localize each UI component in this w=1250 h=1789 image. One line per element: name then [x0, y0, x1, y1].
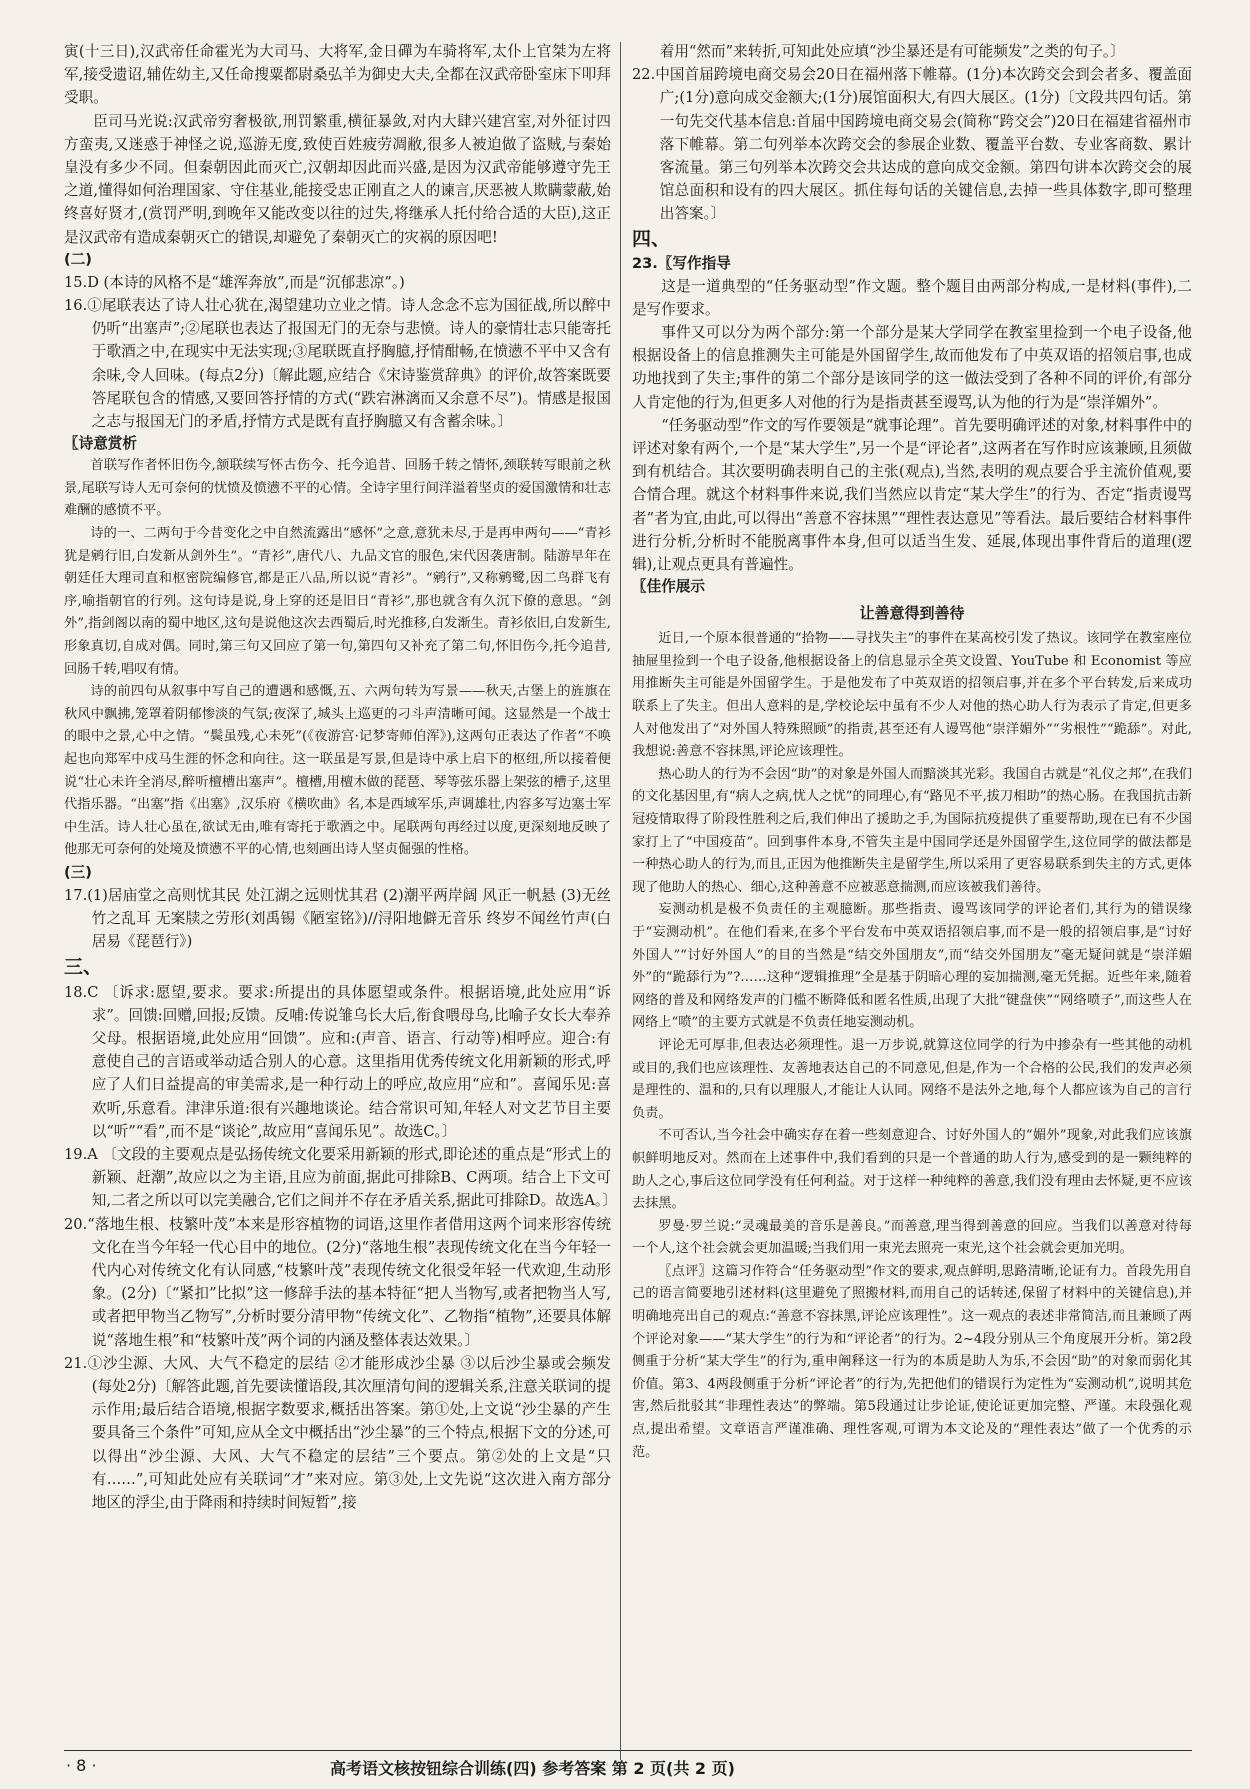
- essay-paragraph-3: 妄测动机是极不负责任的主观臆断。那些指责、谩骂该同学的评论者们,其行为的错误缘于“妄测动机”。在他们看来,在多个平台发布中英双语招领启事,而不是一般的招领启事,是“讨好外国人”“讨好外国人”的目的当然是“结交外国朋友”,而“结交外国朋友”毫无疑问就是“崇洋媚外”的“跪舔行为”?……这种“逻辑推理”全是基于阴暗心理的妄加揣测,毫无凭据。近些年来,随着网络的普及和网络发声的门槛不断降低和匿名性质,出现了大批“键盘侠”“网络喷子”,而这些人在网络上“喷”的主要方式就是不负责任地妄测动机。: [632, 902, 1192, 1031]
- answer-16: 16.①尾联表达了诗人壮心犹在,渴望建功立业之情。诗人念念不忘为国征战,所以醉中仍听“出塞声”;②尾联也表达了报国无门的无奈与悲愤。诗人的豪情壮志只能寄托于歌酒之中,在现实中无法实现;③尾联既直抒胸臆,抒情酣畅,在愤懑不平中又含有余味,令人回味。(每点2分)〔解此题,应结合《宋诗鉴赏辞典》的评价,故答案既要答尾联包含的情感,又要回答抒情的方式(“跌宕淋漓而又余意不尽”)。情感是报国之志与报国无门的矛盾,抒情方式是既有直抒胸臆又有含蓄余味。〕: [64, 297, 611, 431]
- right-column: [632, 40, 1192, 1464]
- left-column: [64, 40, 617, 1514]
- section-heading-3: (三): [64, 863, 92, 881]
- essay-paragraph-2: 热心助人的行为不会因“助”的对象是外国人而黯淡其光彩。我国自古就是“礼仪之邦”,在我们的文化基因里,有“病人之病,忧人之忧”的同理心,有“路见不平,拔刀相助”的热心肠。在我国抗击新冠疫情取得了阶段性胜利之后,我们伸出了援助之手,为国际抗疫提供了重要帮助,现在已有不少国家打上了“中国疫苗”。回到事件本身,不管失主是中国同学还是外国留学生,这位同学的做法都是一种热心助人的行为,而且,正因为他推断失主是留学生,所以采用了更容易联系到失主的方式,更体现了他助人的热心、细心,这种善意不应被恶意揣测,而应该被我们善待。: [632, 766, 1192, 895]
- translation-paragraph-1: 寅(十三日),汉武帝任命霍光为大司马、大将军,金日磾为车骑将军,太仆上官桀为左将军,接受遗诏,辅佐幼主,又任命搜粟都尉桑弘羊为御史大夫,全都在汉武帝卧室床下叩拜受职。: [64, 43, 611, 107]
- answer-22: 22.中国首届跨境电商交易会20日在福州落下帷幕。(1分)本次跨交会到会者多、覆盖面广;(1分)意向成交金额大;(1分)展馆面积大,有四大展区。(1分)〔文段共四句话。第一句先交代基本信息:首届中国跨境电商交易会(简称“跨交会”)20日在福建省福州市落下帷幕。第二句列举本次跨交会的参展企业数、覆盖平台数、专业客商数、累计客流量。第三句列举本次跨交会共达成的意向成交金额。第四句讲本次跨交会的展馆总面积和设有的四大展区。抓住每句话的关键信息,去掉一些具体数字,即可整理出答案。〕: [632, 66, 1192, 223]
- part-three-heading: 三、: [64, 955, 103, 978]
- essay-paragraph-5: 不可否认,当今社会中确实存在着一些刻意迎合、讨好外国人的“媚外”现象,对此我们应该旗帜鲜明地反对。然而在上述事件中,我们看到的只是一个普通的助人行为,感受到的是一颗纯粹的助人之心,事后这位同学没有任何利益。对于这样一种纯粹的善意,我们没有理由去怀疑,更不应该去抹黑。: [632, 1128, 1192, 1212]
- essay-paragraph-4: 评论无可厚非,但表达必须理性。退一万步说,就算这位同学的行为中掺杂有一些其他的动机或目的,我们也应该理性、友善地表达自己的不同意见,但是,作为一个合格的公民,我们的发声必须是理性的、温和的,只有以理服人,才能让人认同。网络不是法外之地,每个人都应该为自己的言行负责。: [632, 1037, 1192, 1121]
- poem-appreciation-tag: 〖诗意赏析: [64, 435, 137, 453]
- answer-19: 19.A 〔文段的主要观点是弘扬传统文化要采用新颖的形式,即论述的重点是“形式上的新颖、赶潮”,故应以之为主语,且应为前面,据此可排除B、C两项。结合上下文可知,二者之所以可以完美融合,它们之间并不存在矛盾关系,据此可排除D。故选A。〕: [64, 1145, 617, 1210]
- section-heading-2: (二): [64, 250, 92, 268]
- writing-guide-paragraph-1: 这是一道典型的“任务驱动型”作文题。整个题目由两部分构成,一是材料(事件),二是写作要求。: [632, 277, 1192, 318]
- answer-17: 17.(1)居庙堂之高则忧其民 处江湖之远则忧其君 (2)潮平两岸阔 风正一帆悬 (3)无丝竹之乱耳 无案牍之劳形(刘禹锡《陋室铭》)//浔阳地僻无音乐 终岁不闻丝竹声(白居易《琵琶行》): [64, 886, 611, 951]
- essay-comment: 〖点评〗这篇习作符合“任务驱动型”作文的要求,观点鲜明,思路清晰,论证有力。首段先用自己的语言简要地引述材料(这里避免了照搬材料,而用自己的话转述,保留了材料中的关键信息),并明确地亮出自己的观点:“善意不容抹黑,评论应该理性”。这一观点的表述非常简洁,而且兼顾了两个评论对象——“某大学生”的行为和“评论者”的行为。2~4段分别从三个角度展开分析。第2段侧重于分析“某大学生”的行为,重申阐释这一行为的本质是助人为乐,不会因“助”的对象而弱化其价值。第3、4两段侧重于分析“评论者”的行为,先把他们的错误行为定性为“妄测动机”,说明其危害,然后批驳其“非理性表达”的弊端。第5段通过让步论证,使论证更加完整、严谨。末段强化观点,提出希望。文章语言严谨准确、理性客观,可谓为本文论及的“理性表达”做了一个优秀的示范。: [632, 1263, 1192, 1460]
- part-four-heading: 四、: [632, 227, 671, 250]
- column-divider: [620, 42, 621, 1760]
- essay-paragraph-1: 近日,一个原本很普通的“拾物——寻找失主”的事件在某高校引发了热议。该同学在教室座位抽屉里捡到一个电子设备,他根据设备上的信息显示全英文设置、YouTube 和 Economist 等应用推断失主可能是外国留学生。于是他发布了中英双语的招领启事,并在多个平台转发,后来成功联系上了失主。但出人意料的是,学校论坛中虽有不少人对他的热心助人行为表示了肯定,但更多人对他发出了“对外国人特殊照顾”的指责,甚至还有人谩骂他“崇洋媚外”“劣根性”“跪舔”。对此,我想说:善意不容抹黑,评论应该理性。: [632, 631, 1192, 760]
- writing-guide-paragraph-2: 事件又可以分为两个部分:第一个部分是某大学同学在教室里捡到一个电子设备,他根据设备上的信息推测失主可能是外国留学生,故而他发布了中英双语的招领启事,也成功地找到了失主;事件的第二个部分是该同学的这一做法受到了各种不同的评价,有部分人肯定他的行为,但更多人对他的行为是指责甚至谩骂,认为他的行为是“崇洋媚外”。: [632, 324, 1192, 411]
- footer-title: 高考语文核按钮综合训练(四) 参考答案 第 2 页(共 2 页): [330, 1759, 735, 1778]
- appreciation-paragraph-3: 诗的前四句从叙事中写自己的遭遇和感慨,五、六两句转为写景——秋天,古堡上的旌旗在秋风中飘拂,笼罩着阴郁惨淡的气氛;夜深了,城头上巡更的刁斗声清晰可闻。这显然是一个战士的眼中之景,心中之情。“鬓虽残,心未死”(《夜游宫·记梦寄师伯浑》),这两句正表达了作者“不唤起也向郑军中戍马生涯的怀念和向往。这一联虽是写景,但是诗中承上启下的枢纽,所以接着便说“壮心未许全消尽,醉听檀槽出塞声”。檀槽,用檀木做的琵琶、琴等弦乐器上架弦的槽子,这里代指乐器。“出塞”指《出塞》,汉乐府《横吹曲》名,本是西域军乐,声调雄壮,内容多写边塞士军中生活。诗人壮心虽在,欲试无由,唯有寄托于歌酒之中。尾联两句再经过以度,更深刻地反映了他那无可奈何的处境及愤懑不平的心情,也刻画出诗人坚贞倔强的性格。: [64, 684, 611, 858]
- answer-20: 20.“落地生根、枝繁叶茂”本来是形容植物的词语,这里作者借用这两个词来形容传统文化在当今年轻一代心目中的地位。(2分)“落地生根”表现传统文化在当今年轻一代内心对传统文化有认同感,“枝繁叶茂”表现传统文化很受年轻一代欢迎,生动形象。(2分)〔“紧扣”比拟”这一修辞手法的基本特征“把人当物写,或者把物当人写,或者把甲物当乙物写”,分析时要分清甲物“传统文化”、乙物指“植物”,还要具体解说“落地生根”和“枝繁叶茂”两个词的内涵及整体表达效果。〕: [64, 1215, 611, 1349]
- answer-21-continued: 着用“然而”来转折,可知此处应填“沙尘暴还是有可能频发”之类的句子。〕: [659, 43, 1125, 60]
- model-essay-tag: 〖佳作展示: [632, 578, 705, 596]
- answer-23-writing-guide-tag: 23.〖写作指导: [632, 254, 731, 272]
- writing-guide-paragraph-3: “任务驱动型”作文的写作要领是“就事论理”。首先要明确评述的对象,材料事件中的评述对象有两个,一个是“某大学生”,另一个是“评论者”,这两者在写作时应该兼顾,且须做到有机结合。其次要明确表明自己的主张(观点),当然,表明的观点要合乎主流价值观,要合情合理。就这个材料事件来说,我们当然应以肯定“某大学生”的行为、否定“指责谩骂者”者为宜,由此,可以得出“善意不容抹黑”“理性表达意见”等看法。最后要结合材料事件进行分析,分析时不能脱离事件本身,但可以适当生发、延展,体现出事件背后的道理(逻辑),让观点更具有普遍性。: [632, 416, 1192, 574]
- appreciation-paragraph-2: 诗的一、二两句于今昔变化之中自然流露出“感怀”之意,意犹未尽,于是再申两句——“青衫犹是鹓行旧,白发新从剑外生”。“青衫”,唐代八、九品文官的服色,宋代因袭唐制。陆游早年在朝廷任大理司直和枢密院编修官,都是正八品,所以说“青衫”。“鹓行”,又称鹓鹭,因二鸟群飞有序,喻指朝官的行列。这句诗是说,身上穿的还是旧日“青衫”,那也就含有久沉下僚的意思。“剑外”,指剑阁以南的蜀中地区,这句是说他这次去西蜀后,时光推移,白发渐生。青衫依旧,白发新生,形象真切,自成对偶。同时,第三句又回应了第一句,第四句又补充了第二句,怀旧伤今,托今追昔,回肠千转,唱叹有情。: [64, 526, 611, 677]
- answer-21: 21.①沙尘源、大风、大气不稳定的层结 ②才能形成沙尘暴 ③以后沙尘暴或会频发 (每处2分)〔解答此题,首先要读懂语段,其次厘清句间的逻辑关系,注意关联词的提示作用;最后结合语境,根据字数要求,概括出答案。第①处,上文说“沙尘暴的产生要具备三个条件”可知,应从全文中概括出“沙尘暴”的三个特点,根据下文的分述,可以得出“沙尘源、大风、大气不稳定的层结”三个要点。第②处的上文是“只有……”,可知此处应有关联词“才”来对应。第③处,上文先说“这次进入南方部分地区的浮尘,由于降雨和持续时间短暂”,接: [64, 1354, 611, 1512]
- essay-paragraph-6: 罗曼·罗兰说:“灵魂最美的音乐是善良。”而善意,理当得到善意的回应。当我们以善意对待每一个人,这个社会就会更加温暖;当我们用一束光去照亮一束光,这个社会就会更加光明。: [632, 1218, 1192, 1257]
- page-number: · 8 ·: [66, 1756, 97, 1775]
- translation-paragraph-2: 臣司马光说:汉武帝穷奢极欲,刑罚繁重,横征暴敛,对内大肆兴建宫室,对外征讨四方蛮夷,又迷惑于神怪之说,巡游无度,致使百姓疲劳凋敝,很多人被迫做了盗贼,与秦始皇没有多少不同。但秦朝因此而灭亡,汉朝却因此而兴盛,是因为汉武帝能够遵守先王之道,懂得如何治理国家、守住基业,能接受忠正刚直之人的谏言,厌恶被人欺瞒蒙蔽,始终喜好贤才,(赏罚严明,到晚年又能改变以往的过失,将继承人托付给合适的大臣),这正是汉武帝有造成秦朝灭亡的错误,却避免了秦朝灭亡的灾祸的原因吧!: [64, 112, 611, 246]
- essay-title: 让善意得到善待: [859, 604, 965, 623]
- answer-15: 15.D (本诗的风格不是“雄浑奔放”,而是“沉郁悲凉”。): [64, 273, 405, 291]
- footer-rule: [64, 1750, 1192, 1751]
- appreciation-paragraph-1: 首联写作者怀旧伤今,颔联续写怀古伤今、托今追昔、回肠千转之情怀,颈联转写眼前之秋景,尾联写诗人无可奈何的忧愤及愤懑不平的心情。全诗字里行间洋溢着坚贞的爱国激情和壮志难酬的感愤不平。: [64, 458, 611, 519]
- answer-18: 18.C 〔诉求:愿望,要求。要求:所提出的具体愿望或条件。根据语境,此处应用“诉求”。回馈:回赠,回报;反馈。反哺:传说雏乌长大后,衔食喂母乌,比喻子女长大奉养父母。根据语境,此处应用“回馈”。应和:(声音、语言、行动等)相呼应。迎合:有意使自己的言语或举动适合别人的心意。这里指用优秀传统文化用新颖的形式,呼应了人们日益提高的审美需求,是一种行动上的呼应,故应用“应和”。喜闻乐见:喜欢听,乐意看。津津乐道:很有兴趣地谈论。结合常识可知,年轻人对文艺节目主要以“听”“看”,而不是“谈论”,故应用“喜闻乐见”。故选C。〕: [64, 983, 611, 1140]
